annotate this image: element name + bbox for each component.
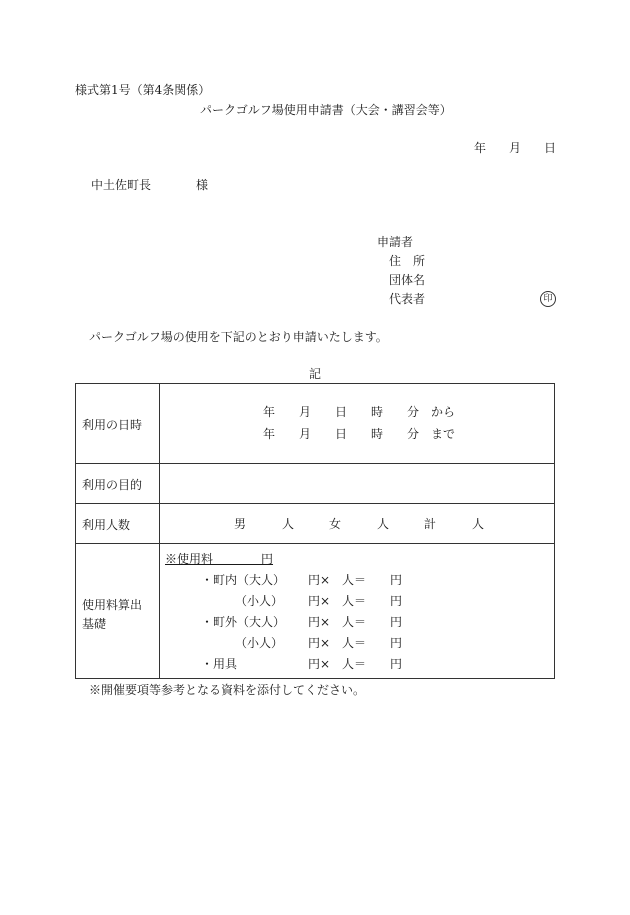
form-title: パークゴルフ場使用申請書（大会・講習会等） (200, 103, 452, 117)
date-month: 月 (509, 141, 522, 155)
request-text: パークゴルフ場の使用を下記のとおり申請いたします。 (89, 330, 388, 344)
date-day: 日 (544, 141, 557, 155)
addressee-name: 中土佐町長 (91, 178, 152, 192)
applicant-label: 申請者 (377, 235, 414, 249)
fee-row (76, 543, 554, 678)
seal-mark: 印 (540, 291, 556, 307)
applicant-representative: 代表者 (389, 292, 426, 306)
form-number: 様式第1号（第4条関係） (75, 83, 211, 97)
fee-item: ・用具 (201, 657, 238, 671)
count-male: 男 人 (234, 517, 295, 531)
fee-item: ・町外（大人） (201, 615, 286, 629)
footnote: ※開催要項等参考となる資料を添付してください。 (89, 683, 366, 697)
fee-label-line2: 基礎 (82, 616, 107, 631)
fee-calc: 円× 人＝ 円 (308, 594, 403, 608)
date-year: 年 (474, 141, 487, 155)
count-row (76, 503, 554, 544)
purpose-label: 利用の目的 (82, 478, 143, 492)
datetime-to: 年 月 日 時 分 まで (263, 427, 456, 441)
datetime-label: 利用の日時 (82, 418, 143, 432)
purpose-row (76, 463, 554, 504)
count-total: 計 人 (424, 517, 485, 531)
fee-label (82, 596, 142, 633)
applicant-group-name: 団体名 (389, 273, 426, 287)
count-label: 利用人数 (82, 518, 131, 532)
ki-heading: 記 (309, 367, 322, 381)
fee-calc: 円× 人＝ 円 (308, 636, 403, 650)
fee-item: （小人） (235, 636, 284, 650)
fee-item: ・町内（大人） (201, 573, 286, 587)
fee-calc: 円× 人＝ 円 (308, 573, 403, 587)
addressee-honorific: 様 (196, 178, 209, 192)
applicant-address: 住 所 (389, 254, 426, 268)
fee-calc: 円× 人＝ 円 (308, 615, 403, 629)
fee-item: （小人） (235, 594, 284, 608)
fee-label-line1: 使用料算出 (82, 598, 143, 612)
datetime-from: 年 月 日 時 分 から (263, 405, 456, 419)
application-table (75, 383, 555, 679)
fee-header: ※使用料 円 (165, 552, 274, 566)
count-female: 女 人 (329, 517, 390, 531)
fee-calc: 円× 人＝ 円 (308, 657, 403, 671)
